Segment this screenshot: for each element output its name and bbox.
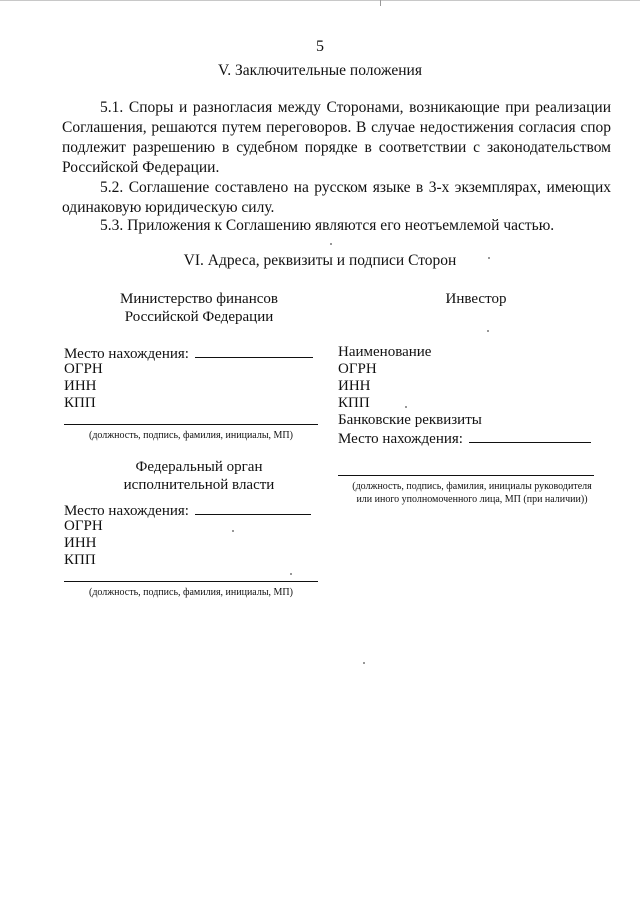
federal-body-title-line1: Федеральный орган: [135, 459, 263, 475]
investor-address-line: [469, 428, 591, 443]
investor-name: Наименование: [338, 344, 432, 360]
scan-speck: [488, 257, 490, 259]
clause-5-1: [62, 98, 611, 178]
investor-bank-details: Банковские реквизиты: [338, 412, 482, 428]
federal-body-signature-caption: (должность, подпись, фамилия, инициалы, МП): [89, 587, 293, 598]
investor-caption-line1: (должность, подпись, фамилия, инициалы руководителя: [352, 481, 592, 492]
investor-kpp: КПП: [338, 395, 370, 411]
minfin-title-line2: Российской Федерации: [124, 309, 274, 325]
minfin-ogrn: ОГРН: [64, 361, 103, 377]
section-6-title: VI. Адреса, реквизиты и подписи Сторон: [183, 252, 457, 269]
investor-address-field: [338, 428, 591, 448]
clause-5-3: [62, 216, 611, 236]
minfin-kpp: КПП: [64, 395, 96, 411]
scan-speck: [330, 243, 332, 245]
minfin-address-label: Место нахождения:: [64, 346, 189, 362]
minfin-signature-line: [64, 424, 318, 425]
investor-title: Инвестор: [445, 291, 507, 307]
minfin-signature-caption: (должность, подпись, фамилия, инициалы, МП): [89, 430, 293, 441]
federal-body-signature-line: [64, 581, 318, 582]
minfin-address-line: [195, 343, 313, 358]
federal-body-title-line2: исполнительной власти: [123, 477, 275, 493]
federal-body-address-line: [195, 500, 311, 515]
federal-body-ogrn: ОГРН: [64, 518, 103, 534]
section-5-title: V. Заключительные положения: [218, 62, 422, 79]
investor-address-label: Место нахождения:: [338, 431, 463, 447]
investor-signature-caption: [338, 480, 606, 506]
investor-signature-line: [338, 475, 594, 476]
scan-speck: [232, 530, 234, 532]
scan-speck: [290, 573, 292, 575]
clause-5-3-text: 5.3. Приложения к Соглашению являются его неотъемлемой частью.: [100, 217, 555, 234]
federal-body-address-label: Место нахождения:: [64, 503, 189, 519]
page-number: 5: [316, 38, 324, 55]
scan-speck: [405, 406, 407, 408]
scan-speck: [487, 330, 489, 332]
federal-body-kpp: КПП: [64, 552, 96, 568]
scan-mark: [380, 0, 381, 6]
investor-caption-line2: или иного уполномоченного лица, МП (при наличии)): [356, 494, 588, 505]
clause-5-2: [62, 178, 611, 218]
federal-body-title: [62, 458, 336, 494]
page-top-edge: [0, 0, 640, 1]
minfin-inn: ИНН: [64, 378, 97, 394]
investor-ogrn: ОГРН: [338, 361, 377, 377]
investor-inn: ИНН: [338, 378, 371, 394]
scan-speck: [363, 662, 365, 664]
minfin-title: [62, 290, 336, 326]
minfin-title-line1: Министерство финансов: [120, 291, 278, 307]
clause-5-1-text: 5.1. Споры и разногласия между Сторонами, возникающие при реализации Соглашения, решаются путем переговоров. В случае недостижения согласия спор подлежит разрешению в судебном порядке в соответствии с законодательством Российской Федерации.: [62, 99, 611, 176]
federal-body-inn: ИНН: [64, 535, 97, 551]
clause-5-2-text: 5.2. Соглашение составлено на русском языке в 3-х экземплярах, имеющих одинаковую юридическую силу.: [62, 179, 611, 216]
